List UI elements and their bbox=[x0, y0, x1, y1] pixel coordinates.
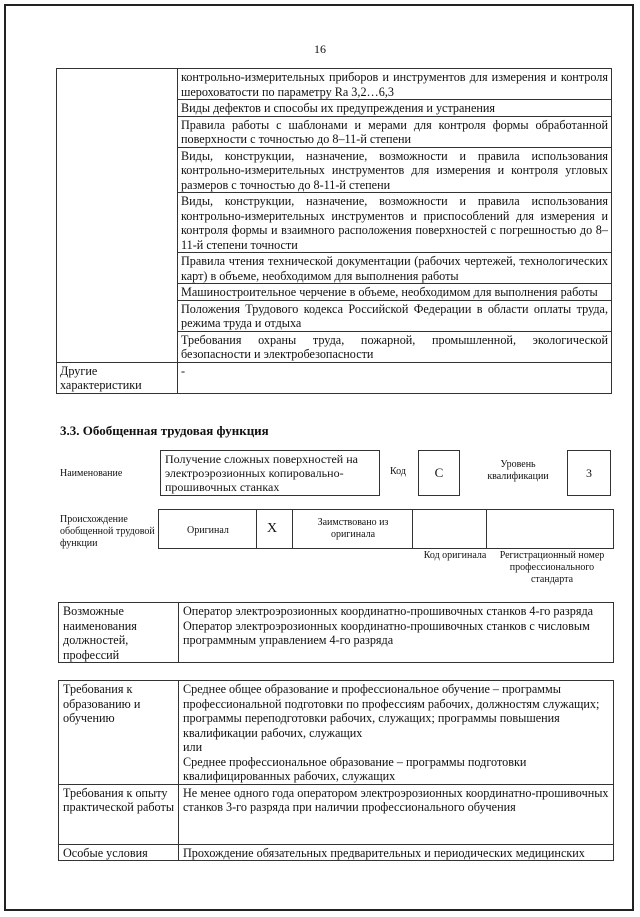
table-row bbox=[57, 69, 612, 100]
original-mark: X bbox=[267, 521, 278, 536]
positions-label: Возможные наименования должностей, профессий bbox=[59, 603, 179, 663]
code-box: C bbox=[418, 450, 460, 496]
knowledge-item: Виды дефектов и способы их предупреждения и устранения bbox=[178, 100, 612, 117]
position-item: Оператор электроэрозионных координатно-прошивочных станков с числовым программным управлением 4-го разряда bbox=[183, 618, 590, 647]
reg-number-label: Регистрационный номер профессионального стандарта bbox=[499, 550, 605, 585]
positions-values bbox=[179, 603, 614, 663]
section-title: 3.3. Обобщенная трудовая функция bbox=[60, 423, 269, 438]
left-empty-cell bbox=[57, 69, 178, 363]
education-values bbox=[179, 681, 614, 785]
table-row bbox=[59, 784, 614, 844]
education-item: или bbox=[183, 740, 203, 754]
experience-value: Не менее одного года оператором электроэрозионных координатно-прошивочных станков 3-го разряда при наличии профессионального обучения bbox=[179, 784, 614, 844]
positions-table bbox=[58, 602, 614, 663]
knowledge-item: Правила работы с шаблонами и мерами для контроля формы обработанной поверхности с точностью до 8–11-й степени bbox=[178, 116, 612, 147]
original-mark-cell bbox=[257, 510, 293, 548]
knowledge-item: Виды, конструкции, назначение, возможности и правила использования контрольно-измерительных инструментов для измерения и контроля угловых размеров с точностью до 8-11-й степени bbox=[178, 147, 612, 193]
code-label: Код bbox=[390, 466, 406, 477]
education-item: Среднее профессиональное образование – программы подготовки квалифицированных рабочих, служащих bbox=[183, 754, 527, 783]
position-item: Оператор электроэрозионных координатно-прошивочных станков 4-го разряда bbox=[183, 604, 594, 618]
knowledge-item: контрольно-измерительных приборов и инструментов для измерения и контроля шероховатости по параметру Ra 3,2…6,3 bbox=[178, 69, 612, 100]
name-label: Наименование bbox=[60, 468, 123, 479]
experience-label: Требования к опыту практической работы bbox=[59, 784, 179, 844]
function-name-box: Получение сложных поверхностей на электроэрозионных копировально-прошивочных станках bbox=[160, 450, 380, 496]
other-characteristics-label: Другие характеристики bbox=[57, 362, 178, 393]
origin-label: Происхождение обобщенной трудовой функции bbox=[60, 514, 155, 549]
knowledge-item: Правила чтения технической документации (рабочих чертежей, технологических карт) в объеме, необходимом для выполнения работы bbox=[178, 253, 612, 284]
knowledge-item: Требования охраны труда, пожарной, промышленной, экологической безопасности и электробезопасности bbox=[178, 331, 612, 362]
special-conditions-value: Прохождение обязательных предварительных и периодических медицинских bbox=[179, 844, 614, 861]
knowledge-item: Виды, конструкции, назначение, возможности и правила использования контрольно-измерительных инструментов и приспособлений для измерения и контроля формы и взаимного расположения поверхностей с погрешностью до 8–11-й степени точности bbox=[178, 193, 612, 253]
requirements-table bbox=[58, 680, 614, 861]
education-item: Среднее общее образование и профессиональное обучение – программы профессиональной подготовки по профессиям рабочих, должностям служащих; программы переподготовки рабочих, служащих; программы повышения квалификации рабочих, служащих bbox=[183, 682, 600, 740]
borrowed-label: Заимствовано из оригинала bbox=[317, 517, 389, 540]
knowledge-table bbox=[56, 68, 612, 394]
table-row bbox=[57, 362, 612, 393]
knowledge-item: Машиностроительное черчение в объеме, необходимом для выполнения работы bbox=[178, 284, 612, 301]
table-row bbox=[59, 844, 614, 861]
original-cell bbox=[159, 510, 257, 548]
origin-table bbox=[158, 509, 614, 549]
special-conditions-label: Особые условия bbox=[59, 844, 179, 861]
education-label: Требования к образованию и обучению bbox=[59, 681, 179, 785]
code-original-label: Код оригинала bbox=[423, 550, 487, 561]
table-row bbox=[59, 603, 614, 663]
knowledge-item: Положения Трудового кодекса Российской Федерации в области оплаты труда, режима труда и отдыха bbox=[178, 300, 612, 331]
borrowed-cell bbox=[293, 510, 413, 548]
other-characteristics-value: - bbox=[178, 362, 612, 393]
page-number: 16 bbox=[314, 42, 326, 56]
level-box: 3 bbox=[567, 450, 611, 496]
original-label: Оригинал bbox=[187, 525, 229, 536]
level-label: Уровень квалификации bbox=[487, 459, 549, 482]
reg-number-cell bbox=[487, 510, 613, 548]
code-original-cell bbox=[413, 510, 487, 548]
table-row bbox=[59, 681, 614, 785]
